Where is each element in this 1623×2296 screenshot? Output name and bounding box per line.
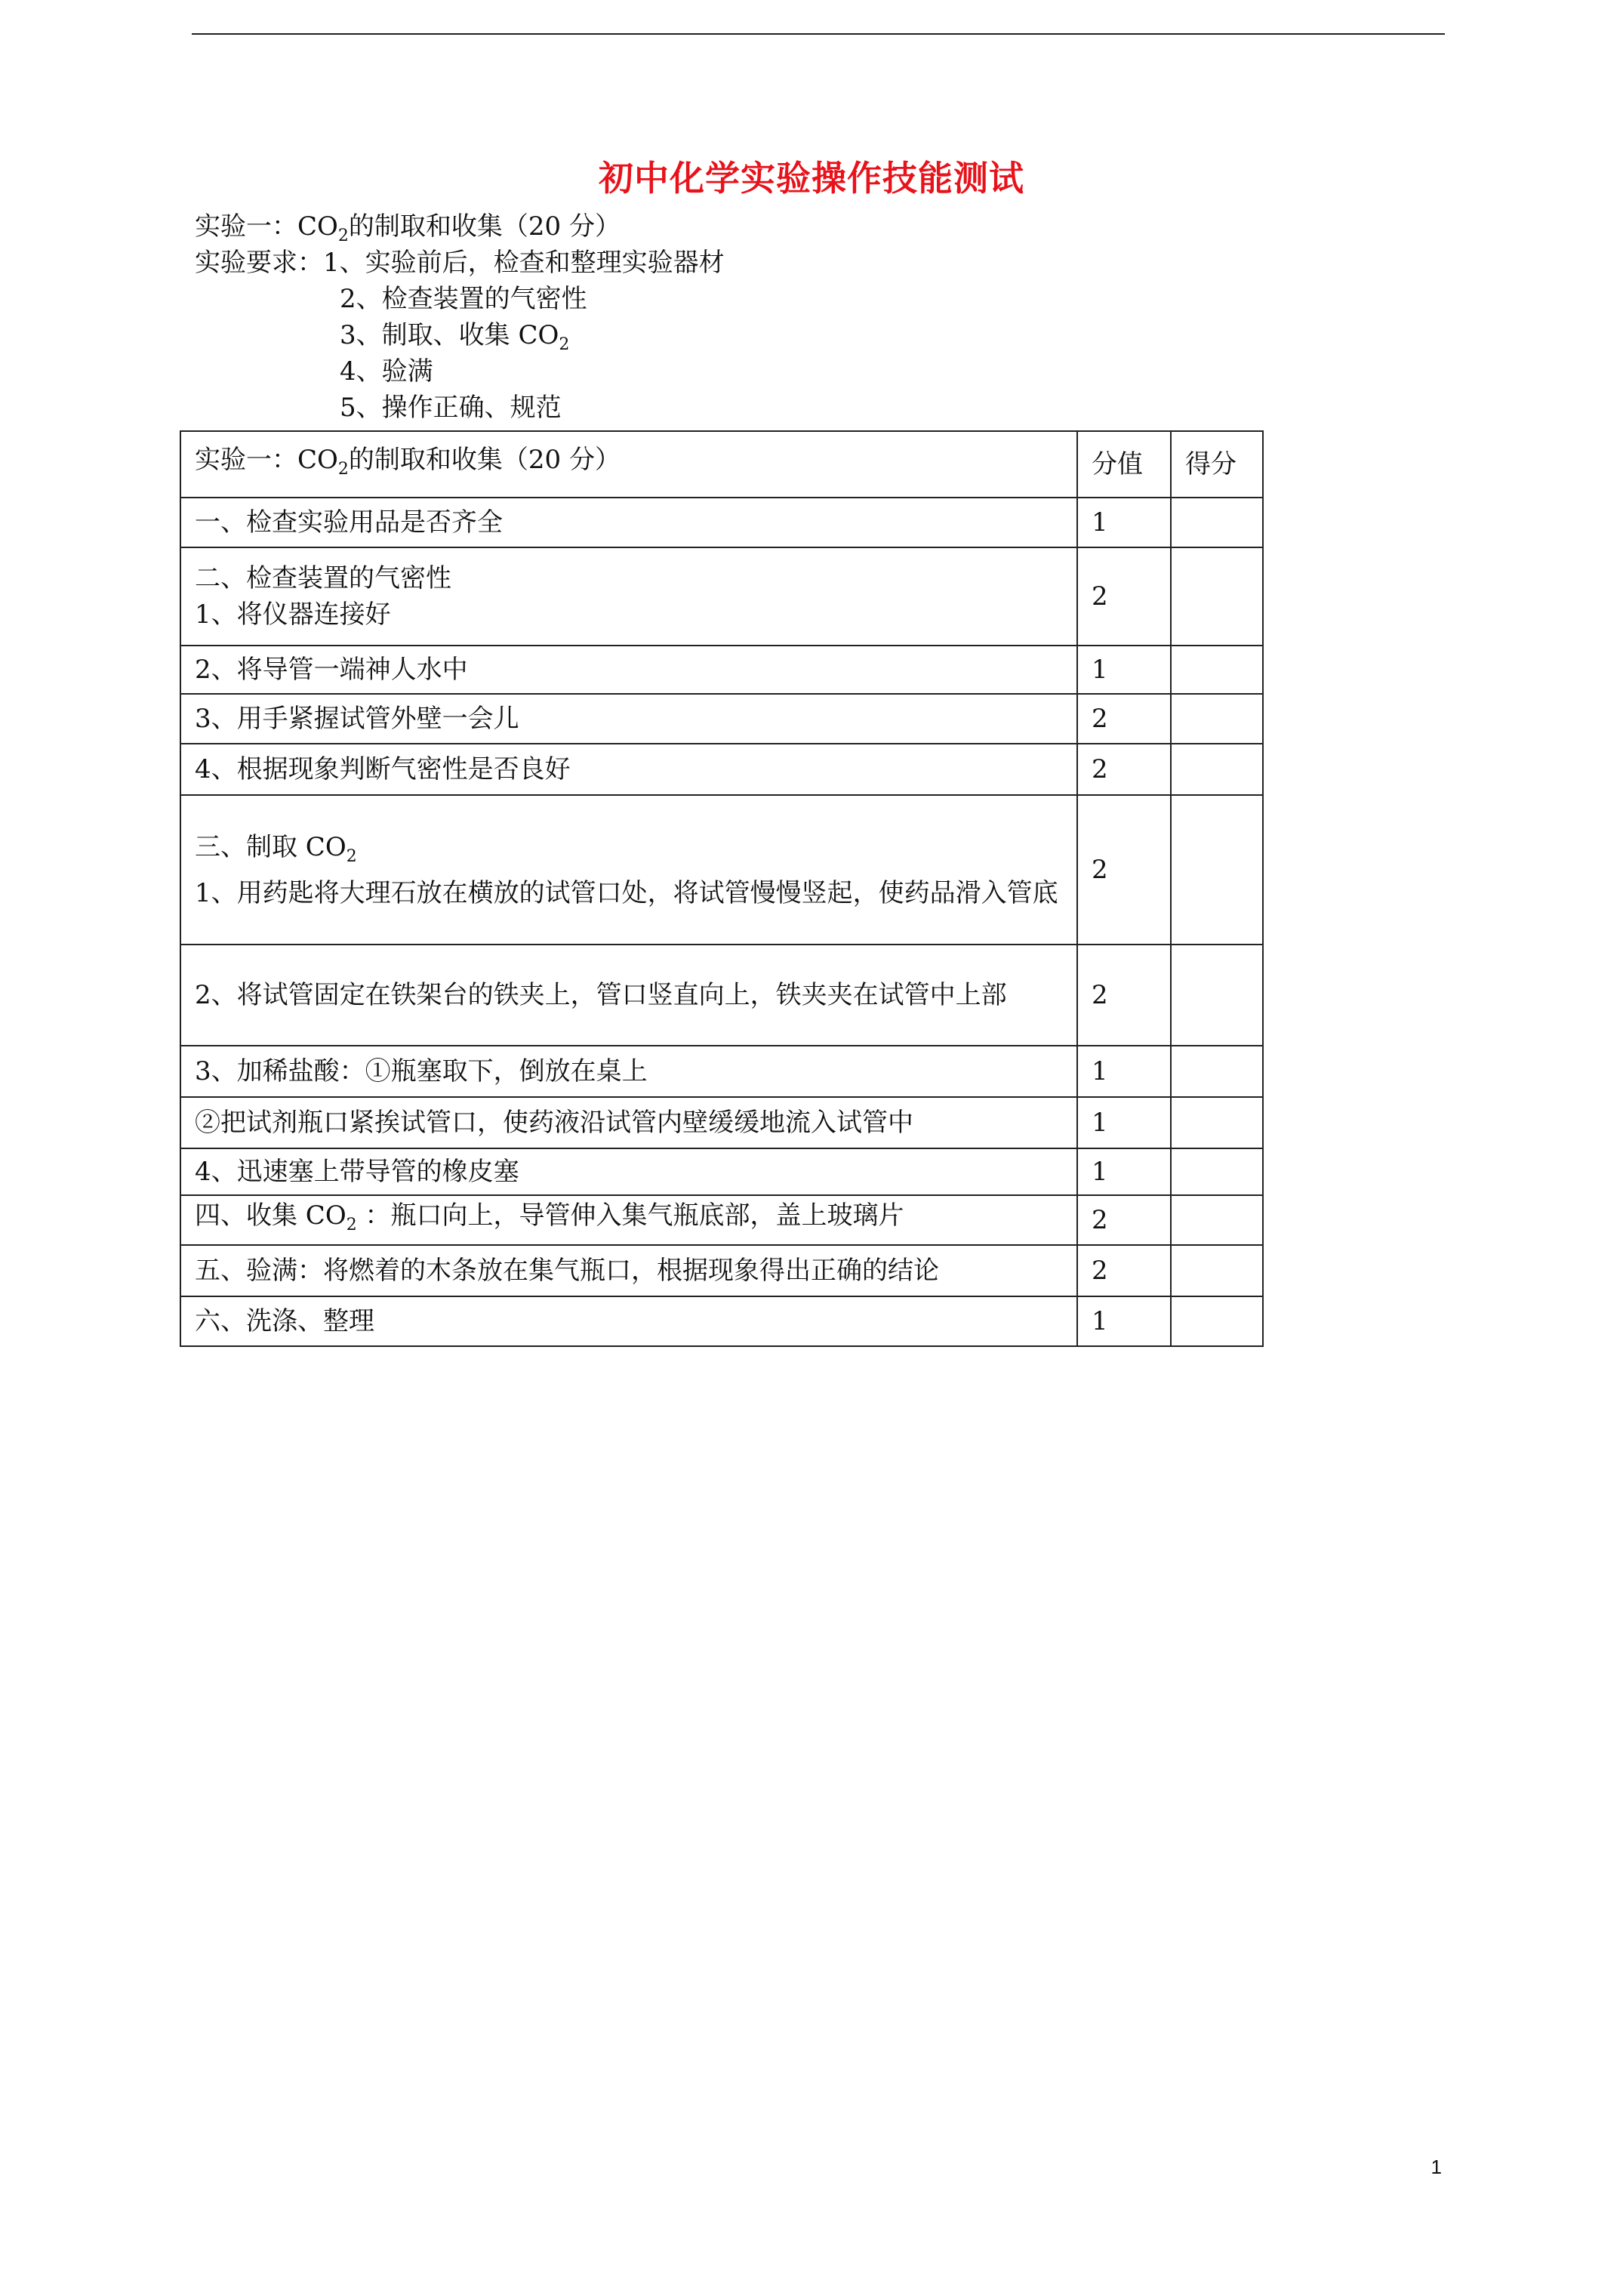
table-header-row (180, 431, 1263, 498)
row-item: 四、收集 $CO_2$ ：瓶口向上，导管伸入集气瓶底部，盖上玻璃片 (180, 1195, 1077, 1245)
row-item: 五、验满：将燃着的木条放在集气瓶口，根据现象得出正确的结论 (180, 1245, 1077, 1296)
header-earned: 得分 (1171, 431, 1263, 498)
row-earned-cell[interactable] (1171, 694, 1263, 744)
row-score: 1 (1077, 1148, 1171, 1195)
row-item: 3、加稀盐酸：①瓶塞取下，倒放在桌上 (180, 1046, 1077, 1097)
requirements-line-2: 2、检查装置的气密性 (340, 284, 587, 314)
experiment-heading: 实验一：$CO_2$的制取和收集（20 分） (195, 211, 621, 245)
table-row (180, 1245, 1263, 1296)
requirements-line-5: 5、操作正确、规范 (340, 393, 562, 423)
table-row (180, 1148, 1263, 1195)
row-earned-cell[interactable] (1171, 1245, 1263, 1296)
table-row (180, 498, 1263, 547)
row-score: 1 (1077, 1296, 1171, 1346)
table-row (180, 694, 1263, 744)
row-earned-cell[interactable] (1171, 945, 1263, 1046)
row-score: 2 (1077, 744, 1171, 795)
row-score: 2 (1077, 694, 1171, 744)
row-item: ②把试剂瓶口紧挨试管口，使药液沿试管内壁缓缓地流入试管中 (180, 1097, 1077, 1148)
scoring-table (180, 430, 1264, 1347)
row-score: 1 (1077, 646, 1171, 694)
row-earned-cell[interactable] (1171, 1097, 1263, 1148)
row-item: 一、检查实验用品是否齐全 (180, 498, 1077, 547)
row-item: 4、迅速塞上带导管的橡皮塞 (180, 1148, 1077, 1195)
row-item: 3、用手紧握试管外壁一会儿 (180, 694, 1077, 744)
table-row (180, 1046, 1263, 1097)
row-score: 1 (1077, 498, 1171, 547)
row-score: 2 (1077, 547, 1171, 646)
row-score: 2 (1077, 1245, 1171, 1296)
row-earned-cell[interactable] (1171, 646, 1263, 694)
table-row (180, 945, 1263, 1046)
document-title: 初中化学实验操作技能测试 (599, 158, 1024, 199)
table-row (180, 1097, 1263, 1148)
row-earned-cell[interactable] (1171, 1046, 1263, 1097)
header-rule (192, 33, 1445, 35)
row-item: 三、制取 $CO_2$ 1、用药匙将大理石放在横放的试管口处，将试管慢慢竖起，使药品滑入管底 (180, 795, 1077, 945)
requirements-line-3: 3、制取、收集 $CO_2$ (340, 320, 570, 354)
requirements-line-4: 4、验满 (340, 356, 433, 387)
row-item: 4、根据现象判断气密性是否良好 (180, 744, 1077, 795)
row-item: 二、检查装置的气密性 1、将仪器连接好 (180, 547, 1077, 646)
table-row (180, 547, 1263, 646)
row-earned-cell[interactable] (1171, 744, 1263, 795)
table-row (180, 795, 1263, 945)
row-earned-cell[interactable] (1171, 547, 1263, 646)
row-item: 2、将试管固定在铁架台的铁夹上，管口竖直向上，铁夹夹在试管中上部 (180, 945, 1077, 1046)
table-row (180, 744, 1263, 795)
row-score: 2 (1077, 1195, 1171, 1245)
row-earned-cell[interactable] (1171, 1296, 1263, 1346)
row-earned-cell[interactable] (1171, 795, 1263, 945)
row-earned-cell[interactable] (1171, 498, 1263, 547)
table-row (180, 646, 1263, 694)
header-item: 实验一：$CO_2$的制取和收集（20 分） (180, 431, 1077, 498)
requirements-line-1: 实验要求：1、实验前后，检查和整理实验器材 (195, 248, 725, 278)
row-earned-cell[interactable] (1171, 1195, 1263, 1245)
table-row (180, 1296, 1263, 1346)
row-score: 1 (1077, 1046, 1171, 1097)
row-item: 六、洗涤、整理 (180, 1296, 1077, 1346)
table-row (180, 1195, 1263, 1245)
row-score: 2 (1077, 945, 1171, 1046)
page-number: 1 (1431, 2156, 1442, 2178)
row-earned-cell[interactable] (1171, 1148, 1263, 1195)
header-score: 分值 (1077, 431, 1171, 498)
row-score: 2 (1077, 795, 1171, 945)
row-score: 1 (1077, 1097, 1171, 1148)
row-item: 2、将导管一端神人水中 (180, 646, 1077, 694)
